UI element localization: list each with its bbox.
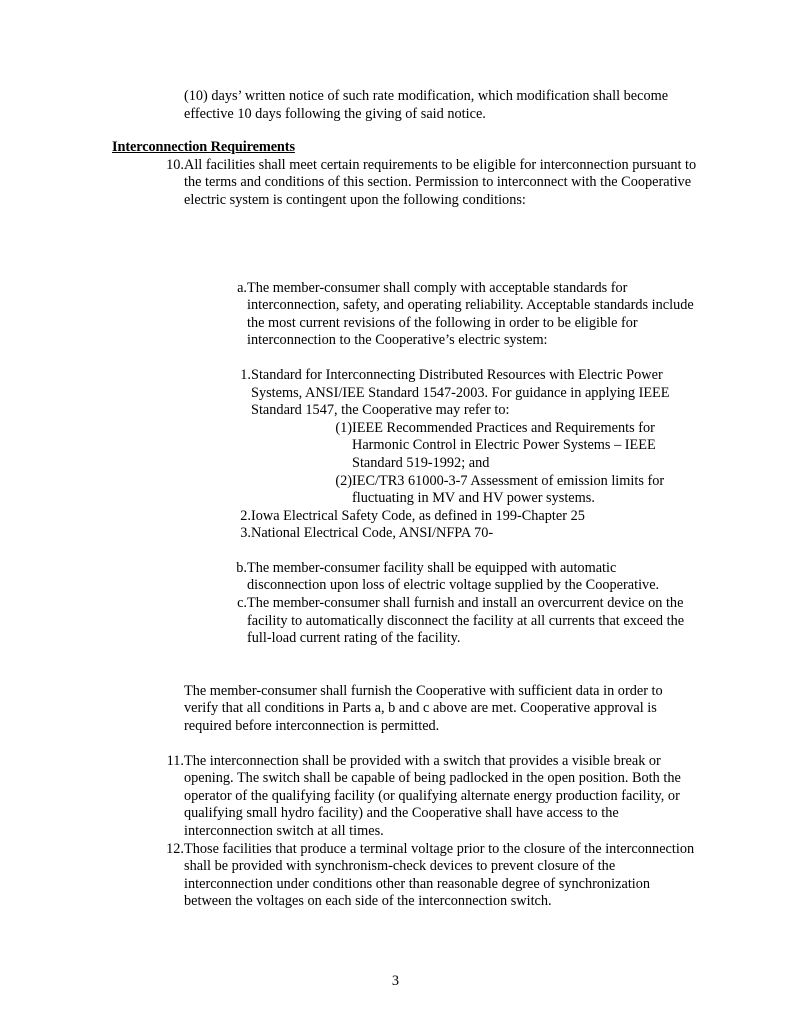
list-item-a-1-1-text: IEEE Recommended Practices and Requirements for Harmonic Control in Electric Power Systems – IEEE Standard 519-1992; and bbox=[352, 419, 656, 471]
list-item-12-text: Those facilities that produce a terminal voltage prior to the closure of the interconnection shall be provided with synchronism-check devices to prevent closure of the interconnection under conditions other than reasonable degree of synchronization between the voltages on each side of the interconnection switch. bbox=[184, 840, 695, 910]
spacer bbox=[112, 648, 698, 683]
list-item-a bbox=[222, 280, 698, 350]
spacer bbox=[112, 245, 698, 280]
list-item-a-2-marker: 2. bbox=[240, 507, 251, 524]
list-item-12 bbox=[162, 841, 698, 911]
list-item-a-1-text: Standard for Interconnecting Distributed Resources with Electric Power Systems, ANSI/IEE Standard 1547-2003. For guidance in applying IEEE Standard 1547, the Cooperative may refer to: bbox=[251, 366, 670, 419]
list-item-a-1-1-marker: (1) bbox=[335, 419, 352, 436]
page-number: 3 bbox=[391, 973, 400, 989]
list-item-a-1-2 bbox=[324, 473, 698, 508]
spacer bbox=[112, 210, 698, 245]
list-item-10-marker: 10. bbox=[166, 156, 184, 173]
list-item-10 bbox=[162, 157, 698, 210]
list-item-12-marker: 12. bbox=[166, 840, 184, 857]
list-item-a-1-2-text: IEC/TR3 61000-3-7 Assessment of emission limits for fluctuating in MV and HV power systems. bbox=[352, 472, 665, 507]
list-item-a-3-text: National Electrical Code, ANSI/NFPA 70- bbox=[251, 525, 494, 542]
page-content bbox=[112, 88, 698, 911]
list-item-a-3-marker: 3. bbox=[240, 525, 251, 542]
list-item-10-text: All facilities shall meet certain requirements to be eligible for interconnection pursuant to the terms and conditions of this section. Permission to interconnect with the Cooperative electric system is contingent upon the following conditions: bbox=[184, 156, 697, 208]
list-item-a-1-1 bbox=[324, 420, 698, 473]
list-item-a-2 bbox=[228, 508, 698, 526]
list-item-a-2-text: Iowa Electrical Safety Code, as defined in 199-Chapter 25 bbox=[251, 507, 585, 524]
closing-paragraph-text: The member-consumer shall furnish the Cooperative with sufficient data in order to verify that all conditions in Parts a, b and c above are met. Cooperative approval is required before interconnection is permitted. bbox=[184, 682, 663, 735]
list-item-11 bbox=[162, 753, 698, 841]
spacer bbox=[112, 543, 698, 560]
list-item-11-text: The interconnection shall be provided with a switch that provides a visible break or opening. The switch shall be capable of being padlocked in the open position. Both the operator of the qualifying facility (or qualifying alternate energy production facility, or qualifying small hydro facility) and the Cooperative shall have access to the interconnection switch at all times. bbox=[184, 752, 681, 839]
section-heading-text: Interconnection Requirements bbox=[112, 139, 295, 156]
list-item-c-text: The member-consumer shall furnish and install an overcurrent device on the facility to automatically disconnect the facility at all currents that exceed the full-load current rating of the facility. bbox=[247, 595, 685, 647]
top-paragraph bbox=[184, 88, 698, 123]
list-item-11-marker: 11. bbox=[166, 752, 184, 769]
list-item-b bbox=[222, 560, 698, 595]
list-item-b-marker: b. bbox=[236, 559, 247, 576]
top-paragraph-text: (10) days’ written notice of such rate modification, which modification shall become effective 10 days following the giving of said notice. bbox=[184, 88, 669, 122]
closing-paragraph bbox=[184, 683, 698, 736]
list-item-a-1-2-marker: (2) bbox=[335, 472, 352, 489]
list-item-c-marker: c. bbox=[237, 595, 247, 612]
list-item-a-text: The member-consumer shall comply with acceptable standards for interconnection, safety, and operating reliability. Acceptable standards include the most current revisions of the following in order to be eligible for interconnection to the Cooperative’s electric system: bbox=[247, 279, 694, 349]
list-item-b-text: The member-consumer facility shall be equipped with automatic disconnection upon loss of electric voltage supplied by the Cooperative. bbox=[247, 559, 660, 594]
spacer bbox=[112, 350, 698, 367]
list-item-a-1 bbox=[228, 367, 698, 420]
section-heading bbox=[112, 139, 698, 157]
spacer bbox=[112, 736, 698, 753]
list-item-c bbox=[222, 595, 698, 648]
list-item-a-3 bbox=[228, 525, 698, 543]
list-item-a-1-marker: 1. bbox=[240, 366, 251, 383]
list-item-a-marker: a. bbox=[237, 279, 247, 296]
